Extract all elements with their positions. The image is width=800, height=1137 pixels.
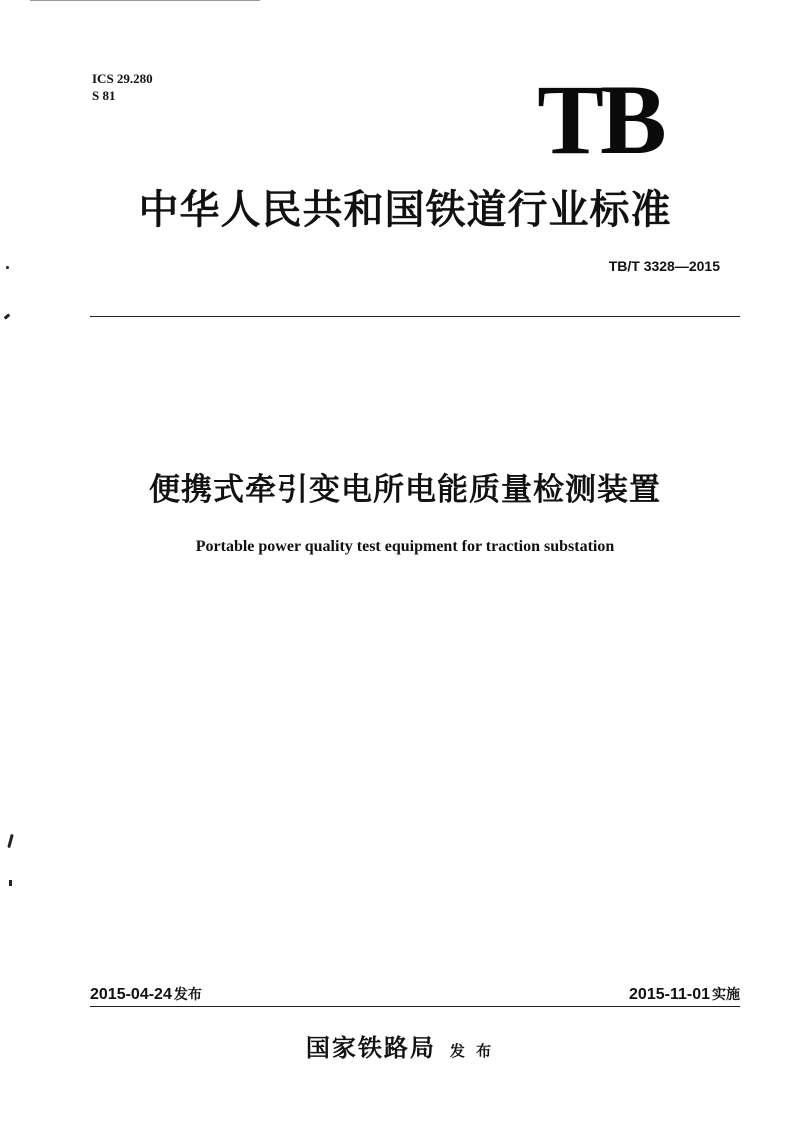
scan-artifact-line [30, 0, 260, 1]
ccs-code: S 81 [92, 88, 116, 103]
issue-date [90, 984, 202, 1004]
scan-artifact-dot [9, 880, 12, 886]
top-divider [90, 316, 740, 317]
publisher-name: 国家铁路局 [305, 1033, 436, 1062]
standard-number: TB/T 3328—2015 [608, 258, 720, 274]
scan-artifact-dot [6, 266, 9, 269]
scan-artifact-mark [4, 313, 11, 319]
org-title: 中华人民共和国铁道行业标准 [138, 186, 672, 233]
issue-date-value: 2015-04-24 [90, 986, 172, 1003]
document-title-chinese: 便携式牵引变电所电能质量检测装置 [149, 472, 661, 508]
bottom-divider [90, 1006, 740, 1007]
tb-logo: TB [537, 64, 663, 175]
publisher-suffix: 发 布 [449, 1042, 495, 1060]
scan-artifact-mark [7, 834, 14, 848]
issue-date-suffix: 发布 [173, 987, 202, 1003]
document-title-english: Portable power quality test equipment for traction substation [195, 538, 615, 555]
publisher [160, 1028, 640, 1063]
implementation-date [500, 984, 740, 1004]
ics-code: ICS 29.280 [92, 71, 153, 86]
classification-codes [92, 70, 153, 104]
implementation-date-value: 2015-11-01 [629, 986, 710, 1003]
implementation-date-suffix: 实施 [712, 987, 740, 1003]
